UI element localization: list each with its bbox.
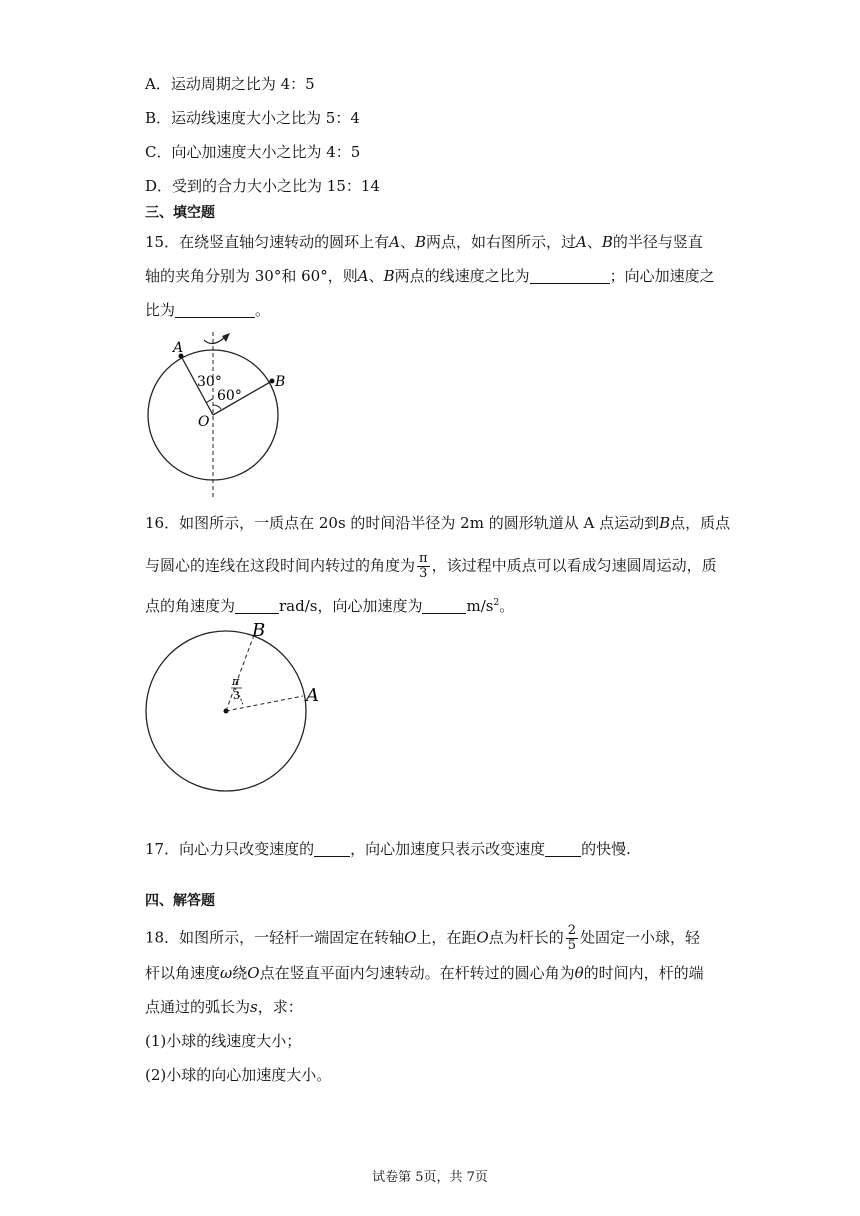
section-heading-fill-in: 三、填空题 <box>145 205 215 221</box>
q17-blank-1[interactable] <box>314 840 350 857</box>
option-b: B．运动线速度大小之比为 5：4 <box>145 109 360 127</box>
q18-sub-2: (2)小球的向心加速度大小。 <box>145 1066 332 1084</box>
q16-line-1: 16．如图所示，一质点在 20s 的时间沿半径为 2m 的圆形轨道从 A 点运动到B点，质点 <box>145 514 731 532</box>
q18-line-3: 点通过的弧长为s，求： <box>145 998 303 1016</box>
rotation-arrowhead-icon <box>222 333 230 342</box>
option-d: D．受到的合力大小之比为 15：14 <box>145 177 380 195</box>
q18-line-1: 18．如图所示，一轻杆一端固定在转轴O上，在距O点为杆长的 $\frac{2}{5}$ 处固定一小球，轻 <box>145 923 701 953</box>
section-heading-answer: 四、解答题 <box>145 893 215 909</box>
angle-60-label: 60° <box>217 388 242 404</box>
label-o: O <box>198 414 210 430</box>
q16-blank-2[interactable] <box>422 597 466 614</box>
q16-line-3: 点的角速度为 rad/s，向心加速度为 $m/s^2$。 <box>145 597 515 615</box>
label-a: A <box>306 685 319 706</box>
label-b: B <box>252 620 266 641</box>
label-b: B <box>275 374 286 390</box>
q16-line-2: 与圆心的连线在这段时间内转过的角度为 $\frac{\pi}{3}$ ，该过程中质点可以看成匀速圆周运动，质 <box>145 551 717 581</box>
option-a: A．运动周期之比为 4：5 <box>145 75 315 93</box>
q18-sub-1: (1)小球的线速度大小； <box>145 1032 302 1050</box>
q16-angle-fraction: $\frac{\pi}{3}$ <box>419 551 428 581</box>
q16-circular-track-figure <box>140 618 330 798</box>
q17-blank-2[interactable] <box>545 840 581 857</box>
q15-line-3: 比为 。 <box>145 301 271 319</box>
option-c: C．向心加速度大小之比为 4：5 <box>145 143 361 161</box>
angle-num: π <box>232 675 240 688</box>
angle-den: 3 <box>233 689 240 702</box>
q15-rotating-ring-figure <box>140 328 310 500</box>
q17-text: 17．向心力只改变速度的 ，向心加速度只表示改变速度 的快慢. <box>145 840 631 858</box>
q15-line-1: 15．在绕竖直轴匀速转动的圆环上有A、B两点，如右图所示，过A、B的半径与竖直 <box>145 233 703 251</box>
q18-fraction: $\frac{2}{5}$ <box>567 923 577 953</box>
q15-blank-2[interactable] <box>175 301 255 318</box>
q15-blank-1[interactable] <box>530 267 610 284</box>
label-a: A <box>173 340 184 356</box>
q16-blank-1[interactable] <box>235 597 279 614</box>
point-b <box>270 379 275 384</box>
q15-line-2: 轴的夹角分别为 30°和 60°，则A、B两点的线速度之比为 ；向心加速度之 <box>145 267 715 285</box>
angle-30-label: 30° <box>197 374 222 390</box>
q18-line-2: 杆以角速度ω绕O点在竖直平面内匀速转动。在杆转过的圆心角为θ的时间内，杆的端 <box>145 964 704 982</box>
radius-to-b <box>226 635 254 711</box>
rotation-arrow-icon <box>204 338 224 344</box>
page-footer: 试卷第 5页，共 7页 <box>372 1170 488 1185</box>
